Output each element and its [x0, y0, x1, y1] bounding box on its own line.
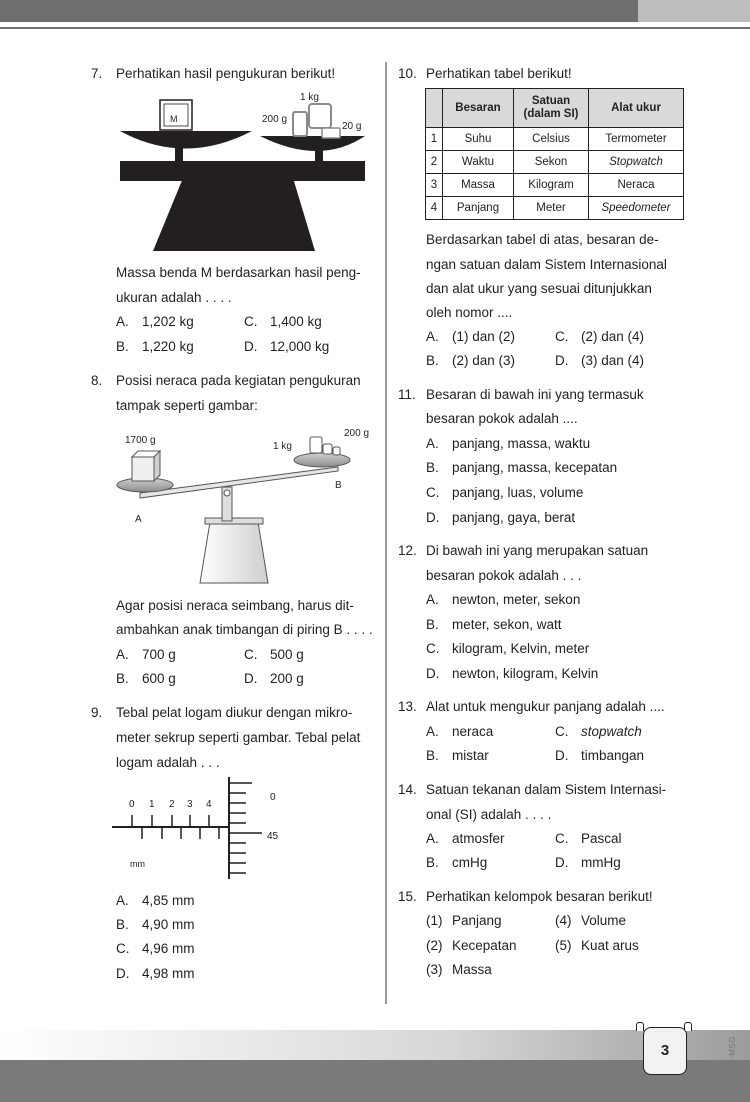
- q13-option-d-letter[interactable]: D.: [555, 748, 569, 763]
- q14-text-line2: onal (SI) adalah . . . .: [426, 807, 552, 822]
- weight-200g-label-2: 200 g: [344, 428, 370, 439]
- table-cell: Panjang: [443, 197, 514, 220]
- q11-option-c-letter[interactable]: C.: [426, 485, 440, 500]
- table-cell: Suhu: [443, 128, 514, 151]
- q13-option-b-letter[interactable]: B.: [426, 748, 439, 763]
- q8-text-line4: ambahkan anak timbangan di piring B . . . .: [116, 622, 373, 637]
- q11-option-d-letter[interactable]: D.: [426, 510, 440, 525]
- scale-unit-label: mm: [130, 859, 145, 869]
- q11-text-line2: besaran pokok adalah ....: [426, 411, 578, 426]
- pan-a-label: A: [135, 514, 142, 525]
- weight-20g-label: 20 g: [342, 121, 362, 132]
- footer-bar: [0, 1060, 750, 1102]
- q10-option-d-letter[interactable]: D.: [555, 353, 569, 368]
- q14-option-c[interactable]: Pascal: [581, 831, 622, 846]
- q9-option-b-letter[interactable]: B.: [116, 917, 129, 932]
- weight-200g-label: 200 g: [262, 114, 288, 125]
- q14-option-d[interactable]: mmHg: [581, 855, 621, 870]
- q7-prompt: Perhatikan hasil pengukuran berikut!: [116, 66, 336, 81]
- tilted-balance-figure: [110, 425, 380, 590]
- q7-number: 7.: [91, 66, 103, 81]
- col-header-satuan: Satuan (dalam SI): [514, 89, 589, 128]
- page-number: 3: [643, 1027, 687, 1075]
- table-row: [426, 128, 684, 151]
- q12-option-b-letter[interactable]: B.: [426, 617, 439, 632]
- q15-item-2-num: (2): [426, 938, 443, 953]
- q12-option-a[interactable]: newton, meter, sekon: [452, 592, 581, 607]
- column-divider: [385, 62, 387, 1004]
- q12-option-c[interactable]: kilogram, Kelvin, meter: [452, 641, 590, 656]
- table-cell: 2: [426, 151, 443, 174]
- q8-text-line1: Posisi neraca pada kegiatan pengukuran: [116, 373, 361, 388]
- scale-tick-4: 4: [206, 799, 212, 810]
- q9-option-d[interactable]: 4,98 mm: [142, 966, 195, 981]
- q8-number: 8.: [91, 373, 103, 388]
- q15-item-1: Panjang: [452, 913, 502, 928]
- q8-option-a[interactable]: 700 g: [142, 647, 176, 662]
- q15-item-4: Volume: [581, 913, 627, 928]
- thimble-label-mid: 45: [267, 831, 279, 842]
- q15-item-5-num: (5): [555, 938, 572, 953]
- header-bar-accent: [638, 0, 750, 22]
- col-header-no: [426, 89, 443, 128]
- q14-option-a[interactable]: atmosfer: [452, 831, 505, 846]
- q14-option-a-letter[interactable]: A.: [426, 831, 439, 846]
- q12-option-c-letter[interactable]: C.: [426, 641, 440, 656]
- q10-option-d[interactable]: (3) dan (4): [581, 353, 645, 368]
- q15-item-4-num: (4): [555, 913, 572, 928]
- q15-item-2: Kecepatan: [452, 938, 517, 953]
- q15-text-line1: Perhatikan kelompok besaran berikut!: [426, 889, 653, 904]
- col-header-alat: Alat ukur: [589, 89, 684, 128]
- q9-text-line2: meter sekrup seperti gambar. Tebal pelat: [116, 730, 361, 745]
- q7-option-c-letter[interactable]: C.: [244, 314, 258, 329]
- q8-option-a-letter[interactable]: A.: [116, 647, 129, 662]
- scale-tick-0: 0: [129, 799, 135, 810]
- table-cell: Meter: [514, 197, 589, 220]
- table-row: [426, 197, 684, 220]
- table-cell: Stopwatch: [589, 151, 684, 174]
- left-mass-label: 1700 g: [125, 435, 156, 446]
- table-cell: Celsius: [514, 128, 589, 151]
- scale-tick-3: 3: [187, 799, 193, 810]
- q8-option-c[interactable]: 500 g: [270, 647, 304, 662]
- q9-option-c[interactable]: 4,96 mm: [142, 941, 195, 956]
- q8-option-d-letter[interactable]: D.: [244, 671, 258, 686]
- q11-option-a[interactable]: panjang, massa, waktu: [452, 436, 591, 451]
- q13-option-c[interactable]: stopwatch: [581, 724, 642, 739]
- q15-item-1-num: (1): [426, 913, 443, 928]
- q12-number: 12.: [398, 543, 417, 558]
- header-rule: [0, 27, 750, 29]
- table-row: [426, 151, 684, 174]
- q13-option-c-letter[interactable]: C.: [555, 724, 569, 739]
- q7-option-d[interactable]: 12,000 kg: [270, 339, 330, 354]
- q7-option-b[interactable]: 1,220 kg: [142, 339, 194, 354]
- q11-option-d[interactable]: panjang, gaya, berat: [452, 510, 576, 525]
- table-header-row: [426, 89, 684, 128]
- q7-option-a-letter[interactable]: A.: [116, 314, 129, 329]
- col-header-besaran: Besaran: [443, 89, 514, 128]
- q14-option-b-letter[interactable]: B.: [426, 855, 439, 870]
- q10-prompt: Perhatikan tabel berikut!: [426, 66, 572, 81]
- q14-option-d-letter[interactable]: D.: [555, 855, 569, 870]
- q10-option-c-letter[interactable]: C.: [555, 329, 569, 344]
- q12-option-d-letter[interactable]: D.: [426, 666, 440, 681]
- q10-option-b[interactable]: (2) dan (3): [452, 353, 516, 368]
- table-cell: Termometer: [589, 128, 684, 151]
- q9-option-c-letter[interactable]: C.: [116, 941, 130, 956]
- q10-text-line1: Berdasarkan tabel di atas, besaran de-: [426, 232, 659, 247]
- q10-option-c[interactable]: (2) dan (4): [581, 329, 645, 344]
- q7-option-b-letter[interactable]: B.: [116, 339, 129, 354]
- q13-option-d[interactable]: timbangan: [581, 748, 645, 763]
- q14-option-b[interactable]: cmHg: [452, 855, 488, 870]
- scale-tick-1: 1: [149, 799, 155, 810]
- q9-option-b[interactable]: 4,90 mm: [142, 917, 195, 932]
- q11-option-b[interactable]: panjang, massa, kecepatan: [452, 460, 618, 475]
- box-m-label: M: [170, 114, 178, 124]
- q9-option-a-letter[interactable]: A.: [116, 893, 129, 908]
- q7-option-c[interactable]: 1,400 kg: [270, 314, 322, 329]
- thimble-label-top: 0: [270, 792, 276, 803]
- q8-text-line2: tampak seperti gambar:: [116, 398, 258, 413]
- q7-option-a[interactable]: 1,202 kg: [142, 314, 194, 329]
- q13-option-b[interactable]: mistar: [452, 748, 489, 763]
- scale-tick-2: 2: [169, 799, 175, 810]
- q10-text-line2: ngan satuan dalam Sistem Internasional: [426, 257, 667, 272]
- q11-option-c[interactable]: panjang, luas, volume: [452, 485, 584, 500]
- table-cell: Sekon: [514, 151, 589, 174]
- q12-option-a-letter[interactable]: A.: [426, 592, 439, 607]
- q14-option-c-letter[interactable]: C.: [555, 831, 569, 846]
- q13-text-line1: Alat untuk mengukur panjang adalah ....: [426, 699, 665, 714]
- q12-text-line2: besaran pokok adalah . . .: [426, 568, 582, 583]
- pan-b-label: B: [335, 480, 342, 491]
- q9-text-line1: Tebal pelat logam diukur dengan mikro-: [116, 705, 353, 720]
- q15-item-5: Kuat arus: [581, 938, 639, 953]
- q12-option-b[interactable]: meter, sekon, watt: [452, 617, 562, 632]
- q11-number: 11.: [398, 387, 416, 402]
- q9-option-a[interactable]: 4,85 mm: [142, 893, 195, 908]
- quantities-table: [425, 88, 684, 220]
- q11-text-line1: Besaran di bawah ini yang termasuk: [426, 387, 644, 402]
- page-tab-left: [636, 1022, 644, 1031]
- q14-text-line1: Satuan tekanan dalam Sistem Internasi-: [426, 782, 667, 797]
- table-cell: 4: [426, 197, 443, 220]
- q13-option-a[interactable]: neraca: [452, 724, 494, 739]
- q10-option-b-letter[interactable]: B.: [426, 353, 439, 368]
- table-cell: Speedometer: [589, 197, 684, 220]
- table-cell: Kilogram: [514, 174, 589, 197]
- table-cell: Massa: [443, 174, 514, 197]
- weight-1kg-label-2: 1 kg: [273, 441, 292, 452]
- side-code: 001-11-MSG: [728, 1036, 737, 1087]
- table-cell: 1: [426, 128, 443, 151]
- weight-1kg-label: 1 kg: [300, 92, 319, 103]
- table-row: [426, 174, 684, 197]
- table-cell: Waktu: [443, 151, 514, 174]
- q7-text-line2: ukuran adalah . . . .: [116, 290, 232, 305]
- q9-number: 9.: [91, 705, 103, 720]
- q13-number: 13.: [398, 699, 417, 714]
- q10-text-line4: oleh nomor ....: [426, 305, 513, 320]
- q9-text-line3: logam adalah . . .: [116, 755, 220, 770]
- q10-number: 10.: [398, 66, 417, 81]
- q8-option-c-letter[interactable]: C.: [244, 647, 258, 662]
- q15-item-3: Massa: [452, 962, 492, 977]
- q9-option-d-letter[interactable]: D.: [116, 966, 130, 981]
- q8-option-b-letter[interactable]: B.: [116, 671, 129, 686]
- q7-text-line1: Massa benda M berdasarkan hasil peng-: [116, 265, 361, 280]
- q12-text-line1: Di bawah ini yang merupakan satuan: [426, 543, 649, 558]
- q10-text-line3: dan alat ukur yang sesuai ditunjukkan: [426, 281, 652, 296]
- table-cell: Neraca: [589, 174, 684, 197]
- q8-text-line3: Agar posisi neraca seimbang, harus dit-: [116, 598, 354, 613]
- q10-option-a-letter[interactable]: A.: [426, 329, 439, 344]
- q8-option-b[interactable]: 600 g: [142, 671, 176, 686]
- q13-option-a-letter[interactable]: A.: [426, 724, 439, 739]
- table-cell: 3: [426, 174, 443, 197]
- q11-option-b-letter[interactable]: B.: [426, 460, 439, 475]
- balance-scale-figure: [115, 86, 370, 254]
- q10-option-a[interactable]: (1) dan (2): [452, 329, 516, 344]
- q14-number: 14.: [398, 782, 417, 797]
- q12-option-d[interactable]: newton, kilogram, Kelvin: [452, 666, 599, 681]
- q11-option-a-letter[interactable]: A.: [426, 436, 439, 451]
- q15-item-3-num: (3): [426, 962, 443, 977]
- q7-option-d-letter[interactable]: D.: [244, 339, 258, 354]
- q8-option-d[interactable]: 200 g: [270, 671, 304, 686]
- q15-number: 15.: [398, 889, 417, 904]
